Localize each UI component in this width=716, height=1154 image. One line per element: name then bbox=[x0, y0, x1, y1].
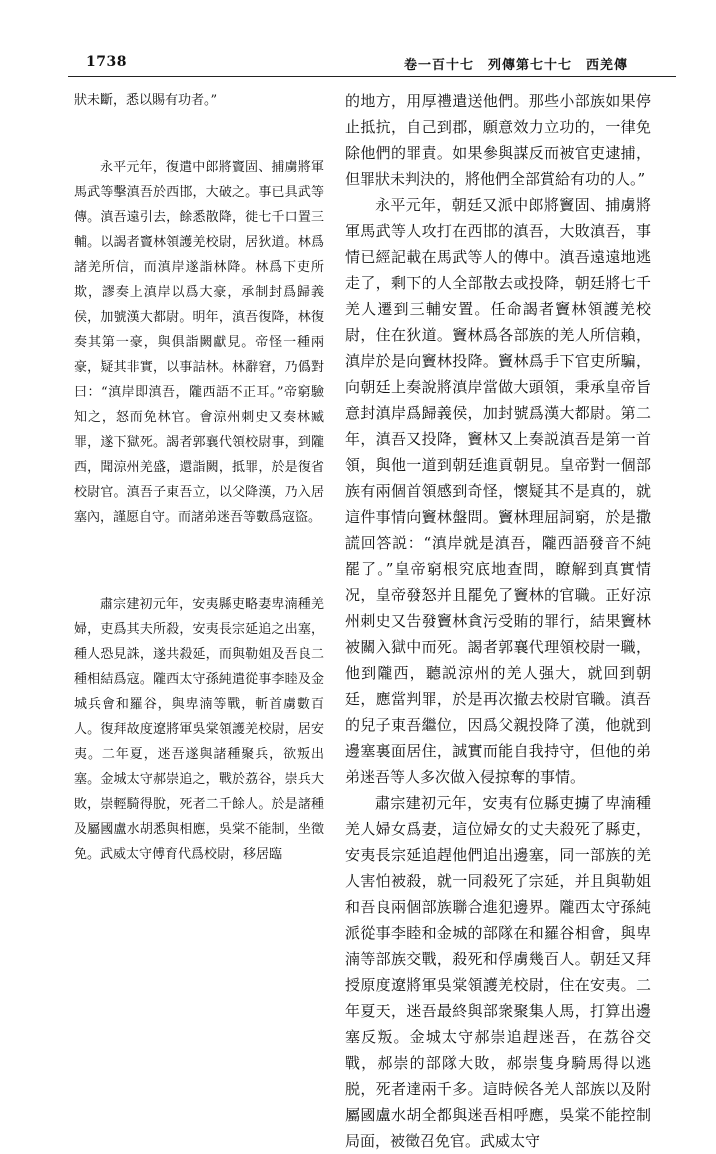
translation-text-column bbox=[345, 88, 651, 1150]
classical-paragraph-jianchu: 肅宗建初元年，安夷縣吏略妻卑湳種羌婦，吏爲其夫所殺，安夷長宗延追之出塞，種人恐見誅，遂共殺延，而與勒姐及吾良二種相結爲寇。隴西太守孫純遣從事李睦及金城兵會和羅谷，與卑湳等戰，斬首虜數百人。復拜故度遼將軍吳棠領護羌校尉，居安夷。二年夏，迷吾遂與諸種聚兵，欲叛出塞。金城太守郝崇追之，戰於荔谷，崇兵大敗，崇輕騎得脫，死者二千餘人。於是諸種及屬國盧水胡悉與相應，吳棠不能制，坐徵免。武威太守傅育代爲校尉，移居臨 bbox=[74, 597, 324, 862]
translation-paragraph-continued: 的地方，用厚禮遣送他們。那些小部族如果停止抵抗，自己到郡，願意效力立功的，一律免除他們的罪責。如果參與謀反而被官吏逮捕，但罪狀未判決的，將他們全部賞給有功的人。” bbox=[345, 92, 651, 188]
classical-paragraph-yongping: 永平元年，復遣中郎將竇固、捕虜將軍馬武等擊滇吾於西邯，大破之。事已具武等傳。滇吾遠引去，餘悉散降，徙七千口置三輔。以謁者竇林領護羌校尉，居狄道。林爲諸羌所信，而滇岸遂詣林降。林爲下吏所欺，謬奏上滇岸以爲大豪，承制封爲歸義侯，加號漢大都尉。明年，滇吾復降，林復奏其第一豪，與俱詣闕獻見。帝怪一種兩豪，疑其非實，以事詰林。林辭窘，乃僞對曰：“滇岸即滇吾，隴西語不正耳。”帝窮驗知之，怒而免林官。會涼州刺史又奏林臧罪，遂下獄死。謁者郭襄代領校尉事，到隴西，聞涼州羌盛，還詣闕，抵罪，於是復省校尉官。滇吾子東吾立，以父降漢，乃入居塞內，謹愿自守。而諸弟迷吾等數爲寇盜。 bbox=[74, 160, 324, 525]
classical-paragraph-continued: 狀未斷，悉以賜有功者。” bbox=[74, 93, 218, 108]
classical-text-column bbox=[74, 88, 324, 978]
page-number: 1738 bbox=[86, 54, 127, 70]
running-title: 卷一百十七 列傳第七十七 西羌傳 bbox=[403, 58, 628, 73]
translation-paragraph-yongping: 永平元年，朝廷又派中郎將竇固、捕虜將軍馬武等人攻打在西邯的滇吾，大敗滇吾，事情已經記載在馬武等人的傳中。滇吾遠遠地逃走了，剩下的人全部散去或投降，朝廷將七千羌人遷到三輔安置。任命謁者竇林領護羌校尉，住在狄道。竇林爲各部族的羌人所信賴，滇岸於是向竇林投降。竇林爲手下官吏所騙，向朝廷上奏說將滇岸當做大頭領，秉承皇帝旨意封滇岸爲歸義侯，加封號爲漢大都尉。第二年，滇吾又投降，竇林又上奏説滇吾是第一首領，與他一道到朝廷進貢朝見。皇帝對一個部族有兩個首領感到奇怪，懷疑其不是真的，就這件事情向竇林盤問。竇林理屈詞窮，於是撒謊回答説：“滇岸就是滇吾，隴西語發音不純罷了。”皇帝窮根究底地查問，瞭解到真實情况，皇帝發怒并且罷免了竇林的官職。正好涼州刺史又告發竇林貪污受賄的罪行，結果竇林被關入獄中而死。謁者郭襄代理領校尉一職，他到隴西，聽説涼州的羌人强大，就回到朝廷，應當判罪，於是再次撤去校尉官職。滇吾的兒子東吾繼位，因爲父親投降了漢，他就到邊塞裏面居住，誠實而能自我持守，但他的弟弟迷吾等人多次做入侵掠奪的事情。 bbox=[345, 196, 651, 786]
running-header bbox=[68, 40, 676, 77]
translation-paragraph-jianchu: 肅宗建初元年，安夷有位縣吏擄了卑湳種羌人婦女爲妻，這位婦女的丈夫殺死了縣吏，安夷長宗延追趕他們追出邊塞，同一部族的羌人害怕被殺，就一同殺死了宗延，并且與勒姐和吾良兩個部族聯合進犯邊界。隴西太守孫純派從事李睦和金城的部隊在和羅谷相會，與卑湳等部族交戰，殺死和俘虜幾百人。朝廷又拜授原度遼將軍吳棠領護羌校尉，住在安夷。二年夏天，迷吾最終與部衆聚集人馬，打算出邊塞反叛。金城太守郝崇追趕迷吾，在荔谷交戰，郝崇的部隊大敗，郝崇隻身騎馬得以逃脱，死者達兩千多。這時候各羌人部族以及附屬國盧水胡全都與迷吾相呼應，吳棠不能控制局面，被徵召免官。武威太守 bbox=[345, 794, 651, 1150]
